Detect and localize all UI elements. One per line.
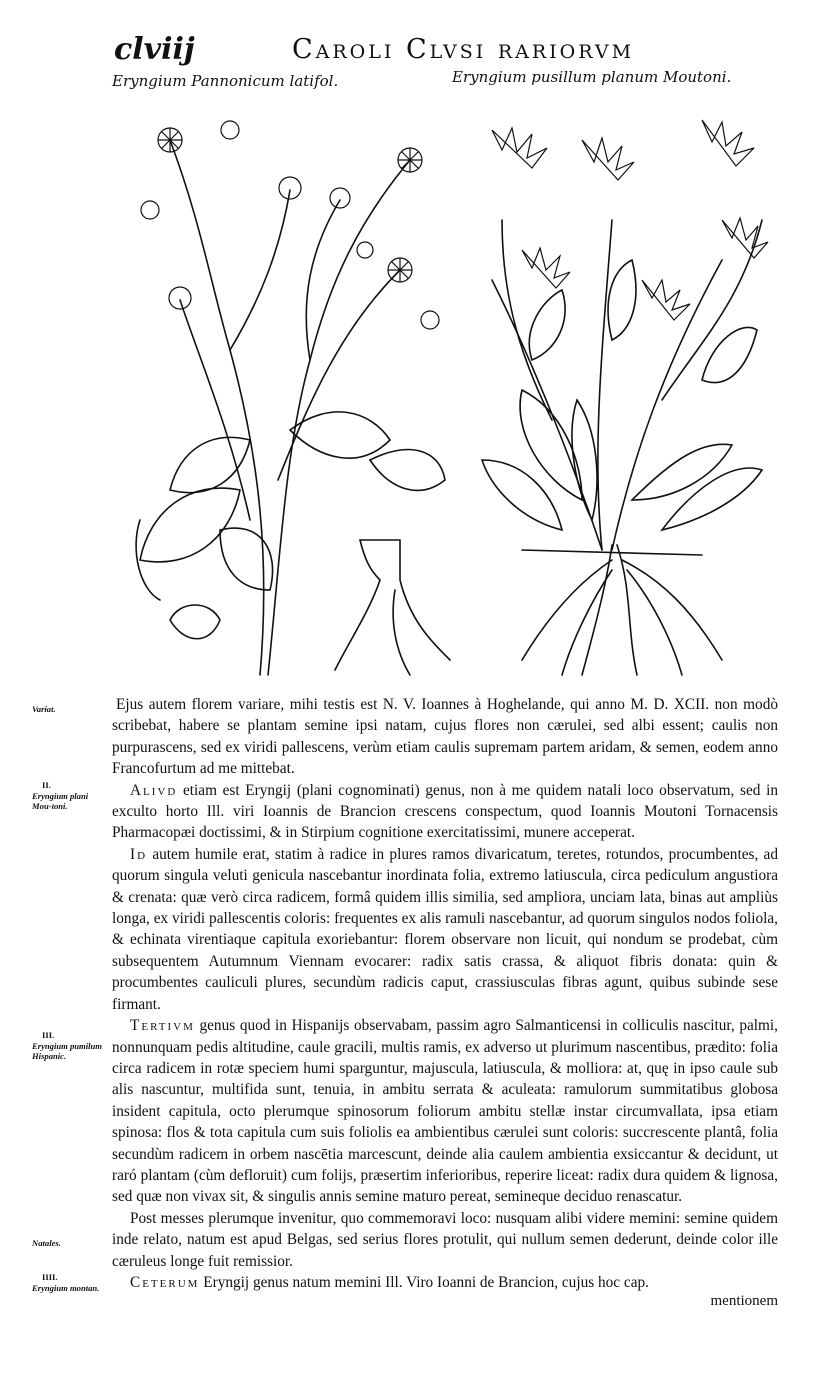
caption-right: Eryngium pusillum planum Moutoni. [452,68,732,86]
paragraph-iii [112,1015,778,1208]
page-number: clviij [114,32,195,67]
margin-note-iiii-text: Eryngium montan. [32,1282,100,1293]
paragraph-iii-lead: Tertivm [130,1017,195,1035]
margin-note-iiii [32,1272,104,1293]
margin-note-iii [32,1030,104,1062]
paragraph-ii-description [112,844,778,1015]
margin-note-natales-text: Natales. [32,1238,61,1248]
paragraph-ii-lead: Alivd [130,781,178,799]
paragraph-ii [112,780,778,844]
margin-note-variat [32,704,104,715]
paragraph-natales: Post messes plerumque invenitur, quo commemoravi loco: nusquam alibi videre memini: semine quidem inde relato, natum est apud Belgas, sed serius flores protulit, qui nullum semen dederunt, deinde color ille cæruleus longe fuit remissior. [112,1209,778,1270]
margin-note-variat-text: Variat. [32,704,56,714]
catchword: mentionem [710,1293,778,1310]
body-text [112,694,778,1313]
margin-note-ii-number: II. [42,780,51,790]
paragraph-ii-description-lead: Id [130,845,148,863]
margin-note-ii-text: Eryngium plani Mou-toni. [32,790,89,811]
eryngium-pannonicum-woodcut [110,100,455,680]
paragraph-iiii-text: Eryngij genus natum memini Ill. Viro Ioanni de Brancion, cujus hoc cap. [199,1273,649,1291]
eryngium-moutoni-woodcut [462,100,780,680]
paragraph-ii-text: etiam est Eryngij (plani cognominati) genus, non à me quidem natali loco observatum, sed in exculto horto Ill. viri Ioannis de Brancion crescens conspectum, quod Ioannis Moutoni Tornacensis Pharmacopæi doctissimi, & in Stirpium cognitione exercitatissimi, munere acceperat. [112,781,778,842]
margin-note-iii-number: III. [42,1030,55,1040]
margin-note-ii [32,780,104,812]
caption-left: Eryngium Pannonicum latifol. [112,72,339,90]
margin-note-iiii-number: IIII. [42,1272,58,1282]
paragraph-iiii [112,1272,778,1293]
margin-note-iii-text: Eryngium pumilum Hispanic. [32,1040,102,1061]
margin-note-natales [32,1238,104,1249]
paragraph-iiii-lead: Ceterum [130,1273,200,1291]
paragraph-variat: Ejus autem florem variare, mihi testis est N. V. Ioannes à Hoghelande, qui anno M. D. XCII. non modò scribebat, habere se plantam semine ipsi natam, cujus flores non cærulei, sed albi essent; caulis non purpurascens, sed ex viridi pallescens, verùm etiam caulis supremam partem aridam, & semen, eodem anno Francofurtum ad me mittebat. [112,696,778,778]
paragraph-iii-text: genus quod in Hispanijs observabam, passim agro Salmanticensi in colliculis nascitur, palmi, nonnunquam pedis altitudine, caule gracili, multis ramis, ex adverso ut plurimum nascentibus, prædito: folia circa radicem in rotæ speciem humi sparguntur, majuscula, latiuscula, & molliora: at, quę in ipso caule sub alis nascuntur, multifida sunt, tenuia, in ambitu serrata & aculeata: ramulorum summitatibus globosa insident capitula, octo plerumque spinosorum foliorum ambitu stellæ instar circumvallata, ipsa etiam spinosa: flos & tota capitula cum suis foliolis ea ambientibus cærulei sunt coloris: succrescente plantâ, folia secundùm radicem in orbem nascētia marcescunt, deinde alia caulem ambientia exsiccantur & decidunt, ut raró plantam (cùm defloruit) cum folijs, præsertim inferioribus, reperire liceat: radix dura quidem & lignosa, sed quæ non vivax sit, & singulis annis semine maturo pereat, semineque deciduo renascatur. [112,1017,778,1206]
running-title: Caroli Clvsi rariorvm [292,34,635,65]
paragraph-ii-description-text: autem humile erat, statim à radice in plures ramos divaricatum, teretes, rotundos, procumbentes, ad quorum singula veluti genicula nascebantur inordinata folia, extremo latiuscula, circa pediculum angustiora & crenata: quæ verò circa radicem, formâ quidem illis similia, sed ampliora, unciam lata, binas aut ampliùs longa, ex viridi pallescentis coloris: frequentes ex alis ramuli nascebantur, ad quorum singulos nodos foliola, & echinata virentiaque capitula exoriebantur: florem observare non licuit, qui nondum se prodebat, cùm subsequentem Autumnum Viennam evocarer: radix satis crassa, & aliquot fibris donata: quin & procumbentes cauliculi plures, secundùm radicis caput, crassiusculas fibras agunt, quibus subinde sese firmant. [112,845,778,1013]
